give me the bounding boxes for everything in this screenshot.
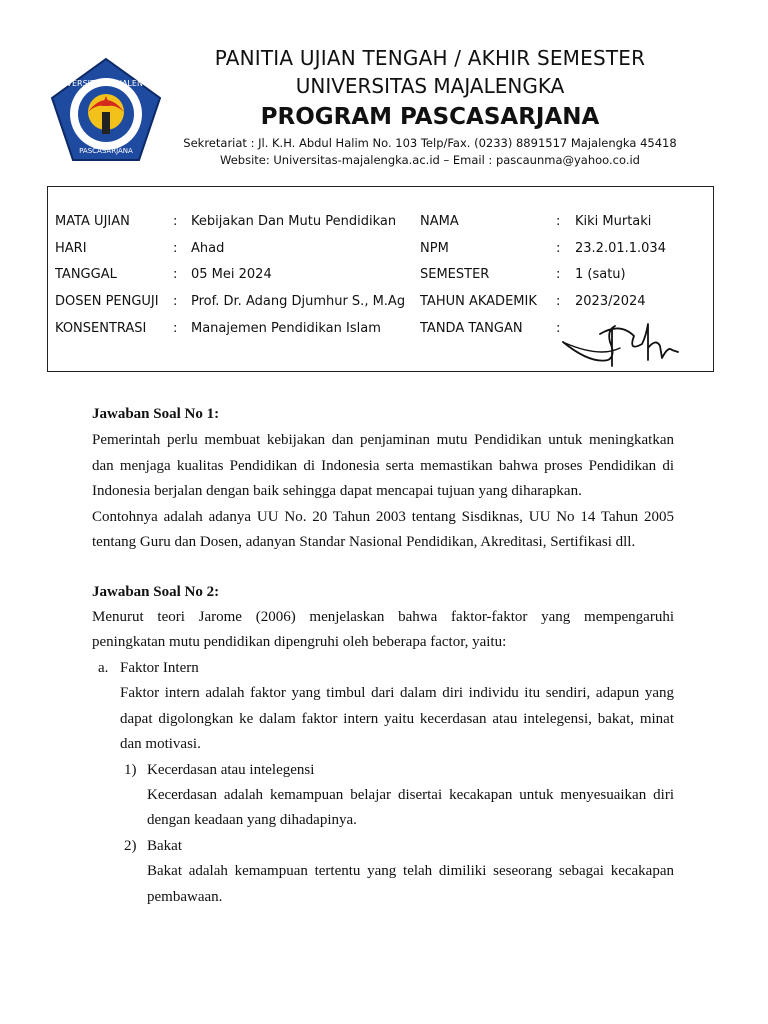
info-separator: : xyxy=(556,241,561,256)
sub2-title: Bakat xyxy=(147,838,182,854)
sub2-line: pembawaan. xyxy=(147,889,223,905)
info-value: 23.2.01.1.034 xyxy=(575,241,666,256)
sub2-line: Bakat adalah kemampuan tertentu yang telah dimiliki seseorang sebagai kecakapan xyxy=(147,863,674,879)
info-separator: : xyxy=(173,214,178,229)
info-label: TANDA TANGAN xyxy=(420,321,523,336)
sub1-title: Kecerdasan atau intelegensi xyxy=(147,762,315,778)
logo-top-text: UNIVERSITAS MAJALENGKA xyxy=(52,79,160,88)
university-logo xyxy=(46,56,166,166)
answer2-title: Jawaban Soal No 2: xyxy=(92,584,220,600)
info-label: NPM xyxy=(420,241,449,256)
info-separator: : xyxy=(173,294,178,309)
header-contact: Website: Universitas-majalengka.ac.id – Email : pascaunma@yahoo.co.id xyxy=(220,153,640,167)
info-label: MATA UJIAN xyxy=(55,214,130,229)
signature-image xyxy=(560,312,685,372)
answer1-line: Indonesia berjalan dengan baik sehingga dapat mencapai tujuan yang diharapkan. xyxy=(92,483,582,499)
answer2-line: Menurut teori Jarome (2006) menjelaskan bahwa faktor-faktor yang mempengaruhi xyxy=(92,609,674,625)
info-separator: : xyxy=(556,294,561,309)
info-separator: : xyxy=(173,241,178,256)
info-separator: : xyxy=(556,321,561,336)
answer1-line: dan menjaga kualitas Pendidikan di Indonesia serta memastikan bahwa proses Pendidikan di xyxy=(92,458,674,474)
item-a-line: dapat digolongkan ke dalam faktor intern yaitu kecerdasan atau intelegensi, bakat, minat xyxy=(120,711,674,727)
answer2-line: peningkatan mutu pendidikan dipengruhi oleh beberapa factor, yaitu: xyxy=(92,634,507,650)
info-value: Kebijakan Dan Mutu Pendidikan xyxy=(191,214,397,229)
info-separator: : xyxy=(173,267,178,282)
list-marker: 2) xyxy=(124,838,137,854)
answer1-line: Contohnya adalah adanya UU No. 20 Tahun 2003 tentang Sisdiknas, UU No 14 Tahun 2005 xyxy=(92,509,674,525)
logo-bottom-text: PASCASARJANA xyxy=(79,147,133,155)
info-value: 2023/2024 xyxy=(575,294,646,309)
info-label: TANGGAL xyxy=(55,267,117,282)
header-title-line2: UNIVERSITAS MAJALENGKA xyxy=(295,74,565,98)
info-label: NAMA xyxy=(420,214,459,229)
answer1-line: Pemerintah perlu membuat kebijakan dan penjaminan mutu Pendidikan untuk meningkatkan xyxy=(92,432,674,448)
answer1-line: tentang Guru dan Dosen, adanyan Standar Nasional Pendidikan, Akreditasi, Sertifikasi dll. xyxy=(92,534,636,550)
info-value: 05 Mei 2024 xyxy=(191,267,272,282)
item-a-title: Faktor Intern xyxy=(120,660,199,676)
info-value: Ahad xyxy=(191,241,225,256)
info-separator: : xyxy=(556,214,561,229)
info-value: Kiki Murtaki xyxy=(575,214,652,229)
list-marker: 1) xyxy=(124,762,137,778)
info-value: Prof. Dr. Adang Djumhur S., M.Ag xyxy=(191,294,406,309)
header-title-line1: PANITIA UJIAN TENGAH / AKHIR SEMESTER xyxy=(214,46,646,70)
sub1-line: dengan keadaan yang dihadapinya. xyxy=(147,812,357,828)
info-separator: : xyxy=(556,267,561,282)
item-a-line: Faktor intern adalah faktor yang timbul dari dalam diri individu itu sendiri, adapun yang xyxy=(120,685,674,701)
info-label: KONSENTRASI xyxy=(55,321,147,336)
header-title-line3: PROGRAM PASCASARJANA xyxy=(260,104,600,130)
info-value: Manajemen Pendidikan Islam xyxy=(191,321,381,336)
info-separator: : xyxy=(173,321,178,336)
info-label: TAHUN AKADEMIK xyxy=(420,294,537,309)
header-address: Sekretariat : Jl. K.H. Abdul Halim No. 103 Telp/Fax. (0233) 8891517 Majalengka 45418 xyxy=(183,136,677,150)
answer1-title: Jawaban Soal No 1: xyxy=(92,406,220,422)
info-label: SEMESTER xyxy=(420,267,490,282)
item-a-line: dan motivasi. xyxy=(120,736,201,752)
sub1-line: Kecerdasan adalah kemampuan belajar disertai kecakapan untuk menyesuaikan diri xyxy=(147,787,674,803)
list-marker: a. xyxy=(98,660,109,676)
info-value: 1 (satu) xyxy=(575,267,626,282)
info-label: HARI xyxy=(55,241,87,256)
info-label: DOSEN PENGUJI xyxy=(55,294,159,309)
